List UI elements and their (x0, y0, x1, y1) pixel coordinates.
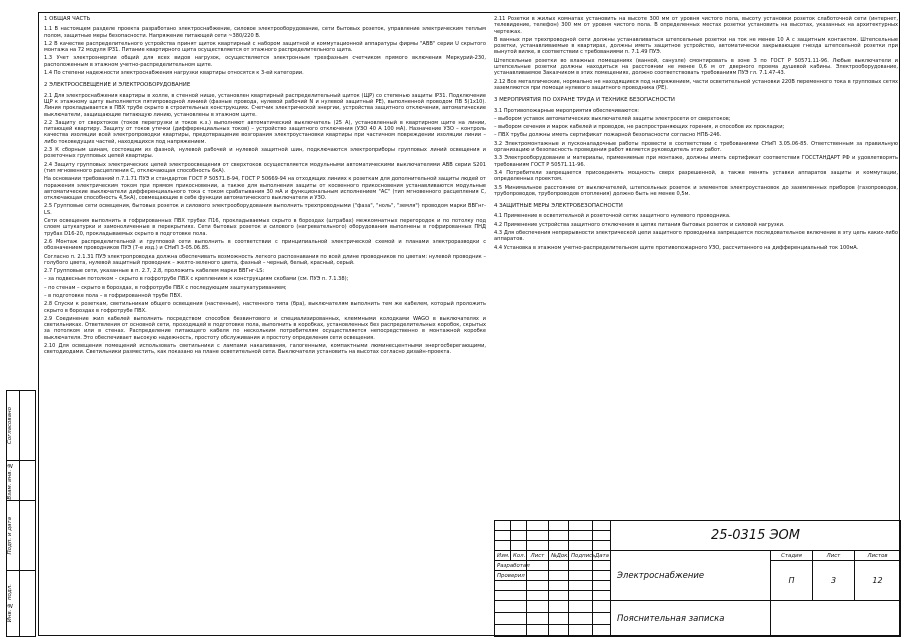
checked-label: Проверил (495, 571, 527, 581)
developed-label: Разработал (495, 561, 527, 571)
paragraph: 2.6 Монтаж распределительной и групповой сети выполнить в соответствии с принципиальной электрической схемой и планами электроразводки с обозначением проводников ПУЭ (7-е изд.) и СНиП 3-05.06.85. (44, 238, 486, 252)
col-header: Подпись (569, 551, 593, 561)
col-header: Лист (527, 551, 549, 561)
paragraph: 2.3 К сборным шинам, состоящим из фазной, нулевой рабочей и нулевой защитной шин, подключаются электроприборы групповых линий освещения и розеточных групповых цепей квартиры. (44, 147, 486, 160)
col-header: №Док. (549, 551, 569, 561)
paragraph: 3.5 Минимальное расстояние от выключателей, штепсельных розеток и элементов электроустановок до заземленных приборов (газопроводов, трубопроводов, трубопроводов отопления) должно быть не менее 0,5м. (494, 184, 898, 197)
stamp-label-agreed: Согласовано (7, 407, 13, 444)
paragraph: – выбором уставок автоматических выключателей защиты электросети от сверхтоков; (494, 115, 731, 122)
sheet-value: 3 (813, 561, 855, 601)
stamp-label-inv-no: Инв. № подл. (7, 584, 13, 623)
paragraph: 1.2 В качестве распределительного устройства принят щиток квартирный с набором защитной и коммутационной аппаратуры фирмы "АВВ" серии U скрытого монтажа на 72 модуля IP31. Питание квартирного щита осуществляется от этажного распределительного щита. (44, 40, 486, 54)
col-header: Изм. (495, 551, 511, 561)
sheets-value: 12 (855, 561, 901, 601)
section-heading: 3 МЕРОПРИЯТИЯ ПО ОХРАНЕ ТРУДА И ТЕХНИКЕ БЕЗОПАСНОСТИ (494, 97, 675, 104)
paragraph: На основании требований п.7.1.71 ПУЭ и стандартов ГОСТ Р 50571.8-94, ГОСТ Р 50669-94 на отходящих линиях к розеткам для дополнительной защиты людей от поражения электрическим током при прямом прикосновении, а также для выполнения защиты от косвенного прикосновения устанавливаются модульные автоматические выключатели дифференциального тока с током срабатывания 30 мА и функциональным исполнением "АС" (тип мгновенного расцепления С, отключающая способность 4,5кА), совмещающие в себе функции автоматического выключателя и УЗО. (44, 176, 486, 202)
col-header: Кол. (511, 551, 527, 561)
stage-label: Стадия (771, 551, 813, 561)
section-heading: 2 ЭЛЕКТРООСВЕЩЕНИЕ И ЭЛЕКТРООБОРУДОВАНИЕ (44, 82, 191, 89)
paragraph: 2.2 Защиту от сверхтоков (токов перегрузки и токов к.з.) выполняют автоматический выключатель (25 А), установленный в квартирном щите на линии, питающей квартиру. Защиту от токов утечки (дифференциальных токов) – устройство защитного отключения (УЗО 40 А 100 мА). Назначение УЗО – контроль качества изоляции всей электропроводки квартиры, предотвращение возгорания электроустановки квартиры при частичном повреждении изоляции линии – либо токоведущих частей, находящихся под напряжением. (44, 119, 486, 145)
title-block (494, 520, 900, 636)
paragraph: 4.3 Для обеспечения непрерывности электрической цепи защитного проводника запрещается последовательное включение в эту цепь каких-либо аппаратов. (494, 230, 898, 243)
paragraph: – в подготовке пола – в гофрированной трубе ПВХ. (44, 292, 183, 299)
col-header: Дата (593, 551, 611, 561)
paragraph: В ванных при трехпроводной сети должны устанавливаться штепсельные розетки на ток не менее 10 А с защитным контактом. Штепсельные розетки, устанавливаемые в квартирах, должны иметь защитное устройство, автоматически закрывающее гнезда штепсельной розетки при вынутой вилке, в соответствии с требованиями п. 7.1.49 ПУЭ. (494, 36, 898, 56)
paragraph: 2.11 Розетки в жилых комнатах установить на высоте 300 мм от уровня чистого пола, высоту установки розеток слаботочной сети (интернет, телевидение, телефон) 300 мм от уровня чистого пола. В определенных местах розетки установить на высотах, указанных на архитектурных чертежах. (494, 16, 898, 35)
paragraph: 3.1 Противопожарные мероприятия обеспечиваются: (494, 107, 639, 114)
sheets-label: Листов (855, 551, 901, 561)
stamp-label-sign-date: Подп. и дата (7, 516, 13, 555)
section-heading: 1 ОБЩАЯ ЧАСТЬ (44, 16, 91, 22)
paragraph: 1.4 По степени надежности электроснабжения нагрузки квартиры относятся к 3-ей категории. (44, 70, 304, 77)
project-name: Электроснабжение (611, 551, 771, 601)
paragraph: – за подвесным потолком – скрыто в гофротрубе ПВХ с креплением к конструкциям скобами (см. ПУЭ п. 7.1.38); (44, 276, 349, 283)
sheet-label: Лист (813, 551, 855, 561)
paragraph: – ПВХ трубы должны иметь сертификат пожарной безопасности согласно НПБ-246. (494, 132, 722, 139)
stamp-label-replace-inv: Взам. инв. № (7, 461, 13, 500)
text-column-left (44, 16, 486, 358)
stage-value: П (771, 561, 813, 601)
paragraph: Штепсельные розетки во влажных помещениях (ванной, санузле) смонтировать в зоне 3 по ГОСТ Р 50571.11-96. Любые выключатели и штепсельные розетки должны находиться на расстоянии не менее 0,6 м от дверного проема душевой кабины. Электрооборудование, устанавливаемое Заказчиком в этих помещениях, должно соответствовать требованиям ПУЭ гл. 7.1.47-43. (494, 57, 898, 77)
paragraph: Согласно п. 2.1.31 ПУЭ электропроводка должна обеспечивать возможность легкого распознавания по всей длине проводников по цветам: нулевой проводник – голубого цвета, нулевой защитный проводник – желто-зеленого цвета, фазный – черный, белый, красный, серый. (44, 253, 486, 266)
paragraph: 2.8 Спуски к розеткам, светильникам общего освещения (настенным), настенного типа (бра), выключателям выполнить тем же кабелем, который проложить скрыто в бороздах в гофротрубе ПВХ. (44, 301, 486, 314)
paragraph: 3.4 Потребители запрещается присоединять мощность сверх разрешенной, а также менять уставки аппаратов защиты и коммутации, определенных проектом. (494, 169, 898, 183)
paragraph: 2.5 Групповые сети освещения, бытовых розеток и силового электрооборудования выполнить трехпроводными ("фаза", "ноль", "земля") проводом марки ВВГнг-LS. (44, 203, 486, 216)
section-heading: 4 ЗАЩИТНЫЕ МЕРЫ ЭЛЕКТРОБЕЗОПАСНОСТИ (494, 203, 623, 210)
paragraph: – по стенам – скрыто в бороздах, в гофротрубе ПВХ с последующим заштукатуриванием; (44, 284, 287, 291)
paragraph: 2.10 Для освещения помещений использовать светильники с лампами накаливания, галогенными, компактными люминесцентными энергосберегающими, светодиодами. Светильники разместить, как показано на плане осветительной сети. Выключатели установить на высотах согласно дизайн-проекта. (44, 343, 486, 356)
paragraph: 4.4 Установка в этажном учетно-распределительном щите противопожарного УЗО, рассчитанного на дифференциальный ток 100мА. (494, 244, 859, 251)
paragraph: 2.7 Групповые сети, указанные в п. 2.7, 2.8, проложить кабелем марки ВВГнг-LS: (44, 268, 265, 275)
paragraph: 2.9 Соединение жил кабелей выполнить посредством способов безвинтового и специализированных, клеммными колодками WAGO в выключателях и светильниках. Ответвления от основной сети, проходящей в подготовке пола, выполнить в коробках, установленных без распределительных коробок, скрытых за потолком или в стенах. Распределение питающего кабеля по нескольким потребителям осуществляется непосредственно в монтажной коробке выключателя. Это обеспечивает высокую надежность, простоту обслуживания и простоту определения сети освещения. (44, 315, 486, 341)
paragraph: 4.1 Применение в осветительной и розеточной сетях защитного нулевого проводника. (494, 213, 731, 220)
paragraph: 4.2 Применение устройства защитного отключения в цепях питания бытовых розеток и силовой нагрузки. (494, 221, 785, 228)
paragraph: 2.4 Защиту групповых электрических цепей электроосвещения от сверхтоков осуществляется модульными автоматическими выключателями АВВ серии S201 (тип мгновенного расцепления С, отключающая способность 6кА). (44, 161, 486, 174)
binding-stamp (6, 390, 36, 636)
paragraph: – выбором сечения и марок кабелей и проводов, не распространяющих горения, и способов их прокладки; (494, 124, 785, 131)
paragraph: 3.3 Электрооборудование и материалы, применяемые при монтаже, должны иметь сертификат соответствия ГОССТАНДАРТ РФ и удовлетворять требованиям ГОСТ Р 50571.11-96. (494, 155, 898, 168)
sheet-title: Пояснительная записка (611, 601, 771, 637)
paragraph: 1.1 В настоящем разделе проекта разработано электроснабжение, силовое электрооборудование, сети бытовых розеток, управление электрическим теплым полом, защитные меры безопасности. Напряжение питающей сети ~380/220 В. (44, 26, 486, 39)
paragraph: 1.3 Учет электроэнергии общий для всех видов нагрузок, осуществляется электронным трехфазным счетчиком прямого включения Меркурий-230, расположенным в этажном учетно-распределительном щите. (44, 55, 486, 68)
paragraph: 2.12 Все металлические, нормально не находящиеся под напряжением, части осветительной установки 220В переменного тока в групповых сетях заземляются при помощи нулевого защитного проводника (PE). (494, 78, 898, 91)
text-column-right (494, 16, 898, 253)
paragraph: 3.2 Электромонтажные и пусконаладочные работы провести в соответствии с требованиями СНиП 3.05.06-85. Ответственным за правильную организацию и безопасность проведения работ является руководитель этих работ. (494, 140, 898, 154)
document-code: 25-0315 ЭОМ (611, 521, 901, 551)
paragraph: 2.1 Для электроснабжения квартиры в холле, в стенной нише, установлен квартирный распределительный щиток (ЩР) со степенью защиты IP31. Подключение ЩР к этажному щиту выполняется пятипроводной линией (фазные провода, нулевой рабочий N и нулевой защитный PE), выполненной проводом ПВ 5(1х10). Линия прокладывается в ПВХ трубе скрыто в строительных конструкциях. Счетчик электрической энергии, устройства защитного отключения, автоматические выключатели, защищающие питающую линию, установлены в этажном щите. (44, 92, 486, 118)
paragraph: Сети освещения выполнить в гофрированных ПВХ трубах П16, прокладываемых скрыто в бороздах (штрабах) межкомнатных перегородок и по потолку под слоем штукатурки и замоноличенные в перекрытиях. Сети бытовых розеток и силового (нагревательного) оборудования выполнены в гофрированных ПНД трубах D16-20, прокладываемых скрыто в подготовке пола. (44, 218, 486, 237)
